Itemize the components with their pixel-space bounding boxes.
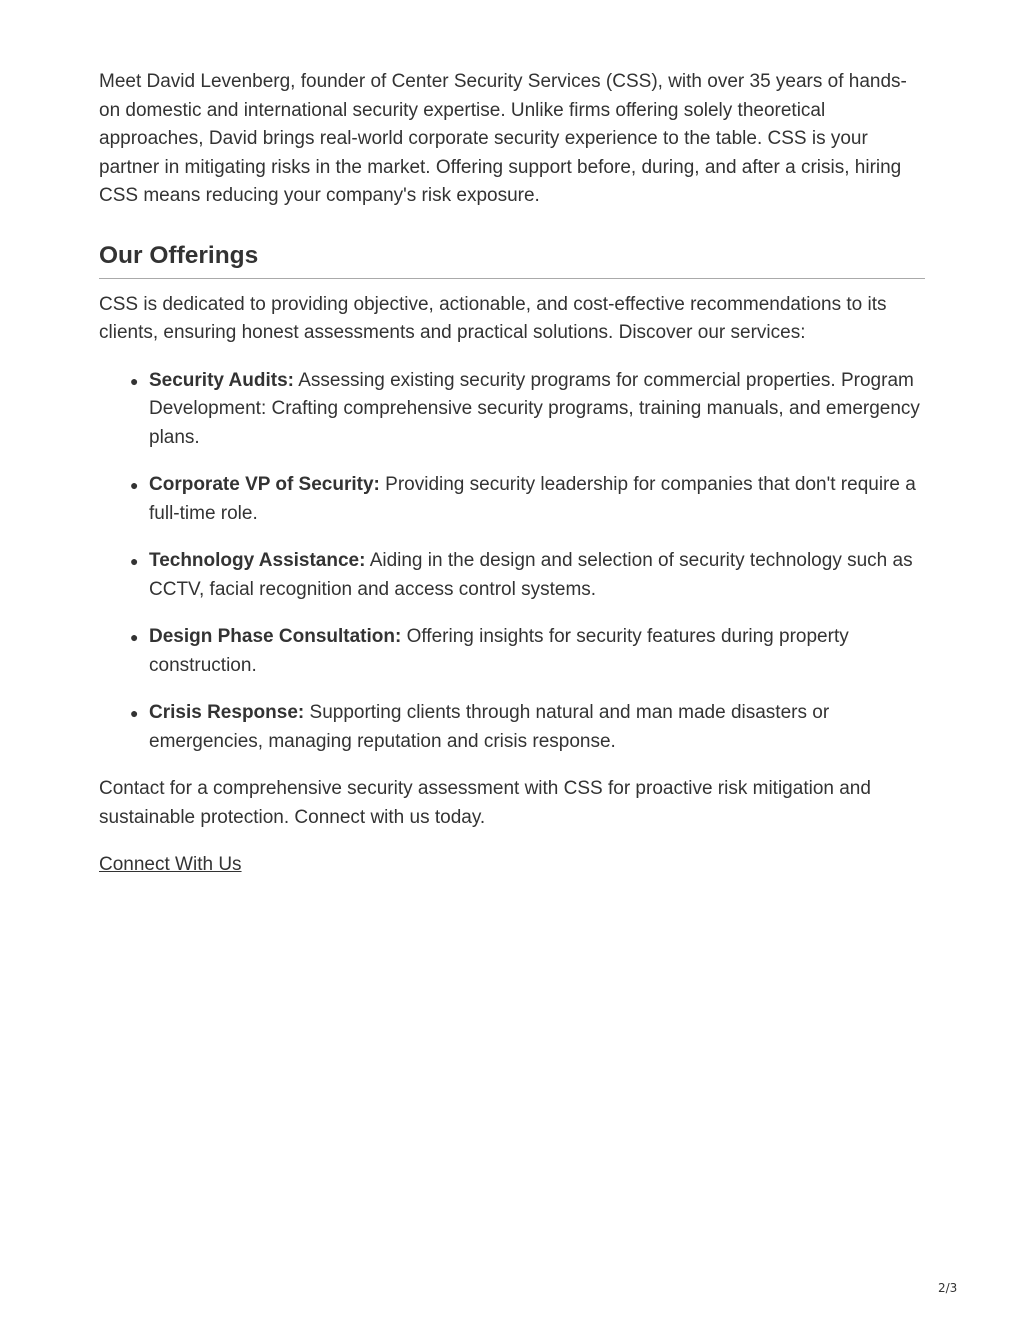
service-description: Providing security leadership for companies that don't require a full-time role.	[149, 474, 916, 524]
bullet-icon: ●	[130, 705, 139, 721]
service-description: Offering insights for security features during property construction.	[149, 626, 849, 676]
bullet-icon: ●	[130, 372, 139, 389]
service-item-design-phase	[130, 623, 925, 680]
service-item-corporate-vp	[130, 471, 925, 528]
services-list	[99, 367, 925, 757]
document-body	[99, 68, 925, 880]
service-item-security-audits	[130, 367, 925, 453]
offerings-intro-paragraph: CSS is dedicated to providing objective, actionable, and cost-effective recommendations to its clients, ensuring honest assessments and practical solutions. Discover our services:	[99, 293, 887, 343]
contact-paragraph: Contact for a comprehensive security assessment with CSS for proactive risk mitigation and sustainable protection. Connect with us today.	[99, 778, 871, 828]
bullet-icon: ●	[130, 629, 139, 645]
service-description: Assessing existing security programs for commercial properties. Program Development: Crafting comprehensive security programs, training manuals, and emergency plans.	[149, 369, 920, 448]
page-number: 2/3	[938, 1281, 958, 1295]
service-item-crisis-response	[130, 699, 925, 756]
service-item-technology-assistance	[130, 547, 925, 604]
service-title: Crisis Response:	[149, 702, 305, 723]
service-title: Security Audits:	[149, 369, 294, 391]
bullet-icon: ●	[130, 553, 139, 569]
service-title: Technology Assistance:	[149, 550, 366, 571]
service-description: Supporting clients through natural and man made disasters or emergencies, managing reputation and crisis response.	[149, 702, 830, 752]
service-description: Aiding in the design and selection of security technology such as CCTV, facial recognition and access control systems.	[149, 550, 913, 600]
bullet-icon: ●	[130, 477, 139, 493]
service-title: Design Phase Consultation:	[149, 626, 402, 647]
section-heading: Our Offerings	[99, 241, 925, 279]
intro-paragraph: Meet David Levenberg, founder of Center Security Services (CSS), with over 35 years of hands-on domestic and international security expertise. Unlike firms offering solely theoretical approaches, David brings real-world corporate security experience to the table. CSS is your partner in mitigating risks in the market. Offering support before, during, and after a crisis, hiring CSS means reducing your company's risk exposure.	[99, 71, 907, 206]
connect-with-us-link[interactable]: Connect With Us	[99, 854, 242, 875]
service-title: Corporate VP of Security:	[149, 474, 380, 495]
